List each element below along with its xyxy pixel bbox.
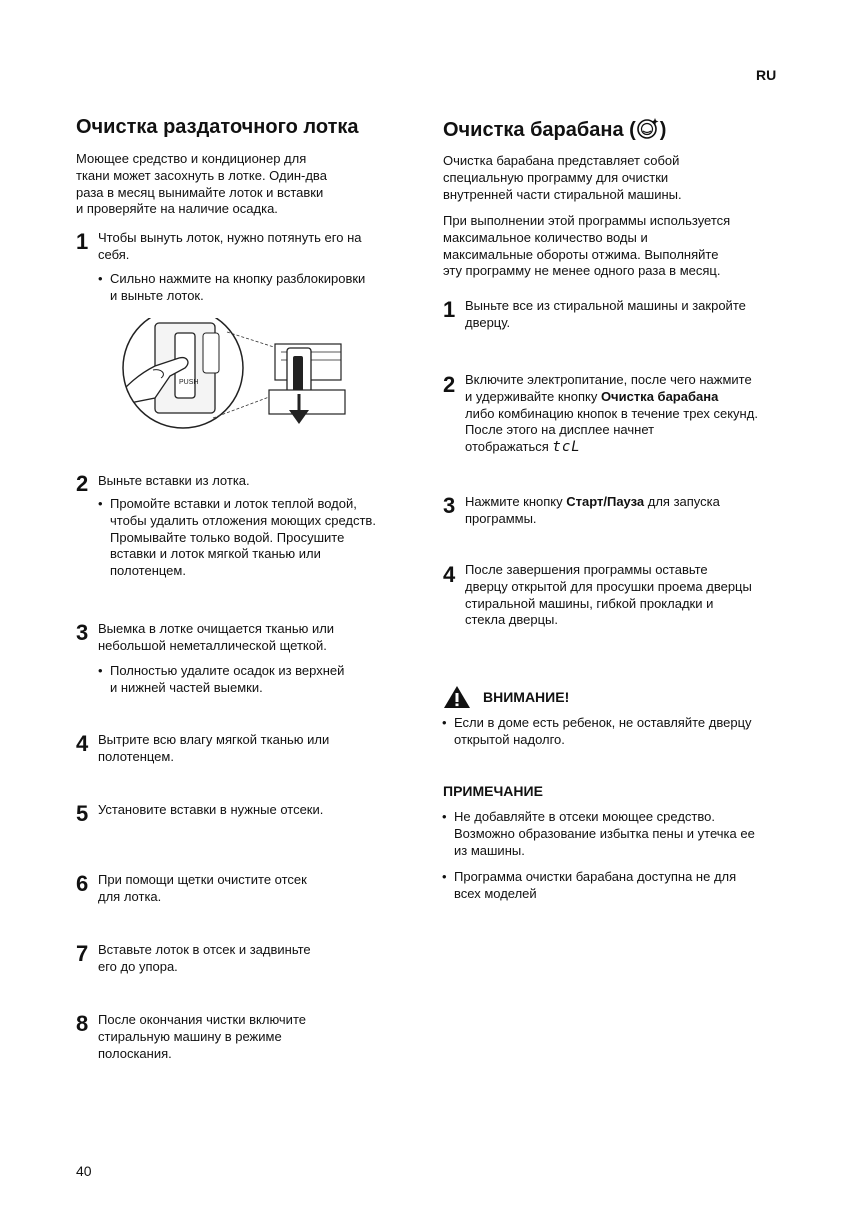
note-item-2: • Программа очистки барабана доступна не для всех моделей [454, 869, 804, 903]
display-code-tcl: tcL [552, 439, 581, 456]
left-step-3-bullet: • Полностью удалите осадок из верхней и нижней частей выемки. [110, 663, 420, 697]
language-code: RU [756, 67, 777, 83]
right-title-close: ) [659, 119, 667, 141]
left-step-2-number: 2 [76, 471, 89, 496]
warning-triangle-icon [443, 685, 471, 709]
right-step-4-number: 4 [443, 562, 456, 587]
right-step-3-number: 3 [443, 493, 456, 518]
right-step-3-text: Нажмите кнопку Старт/Пауза для запуска программы. [465, 494, 720, 526]
right-step-1-number: 1 [443, 297, 456, 322]
push-button-closeup [105, 323, 219, 413]
left-step-6-number: 6 [76, 871, 89, 896]
left-step-2-text: Выньте вставки из лотка. [98, 473, 250, 488]
left-step-4-text: Вытрите всю влагу мягкой тканью или полотенцем. [98, 732, 330, 764]
left-step-1-bullet: • Сильно нажмите на кнопку разблокировки и выньте лоток. [110, 271, 420, 305]
right-step-4-text: После завершения программы оставьте дверцу открытой для просушки проема дверцы стиральной машины, гибкой прокладки и стекла дверцы. [465, 562, 752, 628]
left-step-8-text: После окончания чистки включите стиральную машину в режиме полоскания. [98, 1012, 306, 1061]
right-step-1-text: Выньте все из стиральной машины и закройте дверцу. [465, 298, 746, 330]
left-step-3-text: Выемка в лотке очищается тканью или небольшой неметаллической щеткой. [98, 621, 335, 653]
left-step-6-text: При помощи щетки очистите отсек для лотка. [98, 872, 307, 904]
page-number: 40 [76, 1163, 92, 1179]
drum-clean-icon [636, 116, 660, 140]
left-step-1-number: 1 [76, 229, 89, 254]
dispenser-drawer [269, 344, 345, 424]
left-step-3-number: 3 [76, 620, 89, 645]
push-label: PUSH [179, 379, 199, 386]
warning-item: • Если в доме есть ребенок, не оставляйте дверцу открытой надолго. [454, 715, 804, 749]
note-title: ПРИМЕЧАНИЕ [443, 783, 543, 799]
right-step-2-number: 2 [443, 372, 456, 397]
right-step-2-text: Включите электропитание, после чего нажмите и удерживайте кнопку Очистка барабана либо комбинацию кнопок в течение трех секунд. После этого на дисплее начнет отображаться tcL [465, 372, 758, 456]
left-step-4-number: 4 [76, 731, 89, 756]
left-step-1-text: Чтобы вынуть лоток, нужно потянуть его на себя. [98, 230, 362, 262]
dispenser-drawer-illustration [95, 318, 350, 430]
left-step-2-bullet: • Промойте вставки и лоток теплой водой, чтобы удалить отложения моющих средств. Промывайте только водой. Просушите вставки и лоток мягкой тканью или полотенцем. [110, 496, 420, 580]
right-intro-1: Очистка барабана представляет собой специальную программу для очистки внутренней части стиральной машины. [443, 153, 682, 202]
warning-title: ВНИМАНИЕ! [483, 689, 570, 705]
right-intro-2: При выполнении этой программы используется максимальное количество воды и максимальные обороты отжима. Выполняйте эту программу не менее одного раза в месяц. [443, 213, 731, 279]
right-title-text: Очистка барабана ( [443, 119, 636, 141]
left-step-7-text: Вставьте лоток в отсек и задвиньте его до упора. [98, 942, 311, 974]
pull-direction-arrow [289, 410, 309, 424]
left-step-8-number: 8 [76, 1011, 89, 1036]
right-section-title [443, 116, 666, 142]
left-step-5-text: Установите вставки в нужные отсеки. [98, 802, 324, 817]
note-item-1: • Не добавляйте в отсеки моющее средство. Возможно образование избытка пены и утечка ее из машины. [454, 809, 804, 859]
left-section-title: Очистка раздаточного лотка [76, 116, 359, 138]
left-intro: Моющее средство и кондиционер для ткани может засохнуть в лотке. Один-два раза в месяц вынимайте лоток и вставки и проверяйте на наличие осадка. [76, 151, 327, 217]
warning-heading [443, 685, 569, 709]
left-step-5-number: 5 [76, 801, 89, 826]
left-step-7-number: 7 [76, 941, 89, 966]
